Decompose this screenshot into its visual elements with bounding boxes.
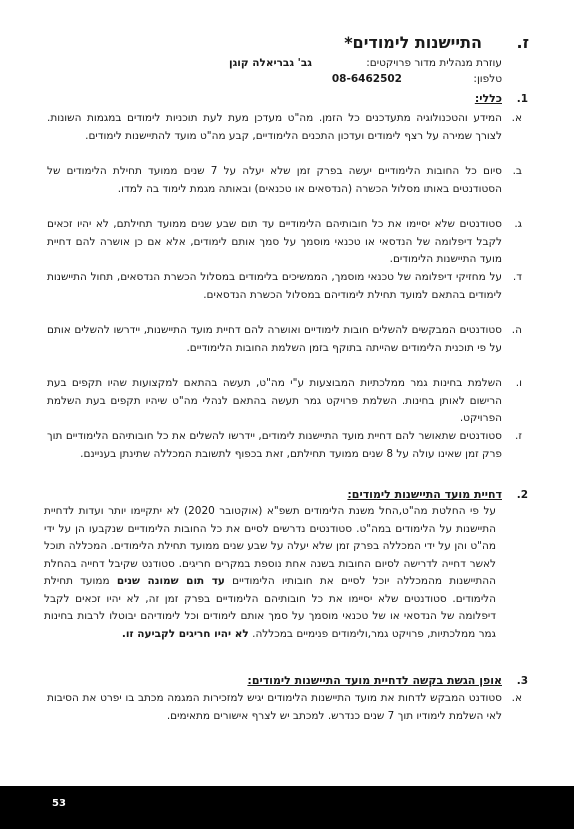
- phone-number: 08-6462502: [331, 73, 402, 85]
- paragraph-text: על פי החלטת מה"ט,החל משנת הלימודים תשפ"א (אוקטובר 2020) לא יתקיימו יותר ועדות לדחיית התיישנות על הלימודים במה"ט. סטודנטים נדרשים לסיים את כל החובות הלימודיים שנקבעו הן על ידי מה"ט והן על ידי המכללה בפרק זמן שלא יעלה על שבע שנים ממועד תחילת הלימודים. המכללה תוכל לאשר דחייה לדרישה לסיום החובות בשנה אחת נוספת במקרים חריגים. סטודנט שקיבל דחייה בהחלת ההתיישנות מהמכללה יוכל לסיים את חובותיו הלימודיים: [44, 505, 497, 587]
- paragraph-emphasis: לא יהיו חריגים לקביעה זו.: [121, 627, 249, 640]
- list-marker: ג.: [514, 218, 522, 230]
- list-marker: ז.: [515, 430, 522, 442]
- section-3-number: 3.: [516, 675, 528, 687]
- list-item: [47, 269, 522, 304]
- list-item: [47, 216, 522, 269]
- list-marker: א.: [511, 112, 522, 124]
- list-item-text: השלמת בחינות גמר ממלכתיות המבוצעות ע"י מה"ט, תעשה בהתאם למקצועות שהיו תקפים בעת הרישום לאותן בחינות. השלמת פרויקט גמר תעשה בהתאם לנהלי מה"ט שיהיו תקפים בעת השלמת הפרויקט.: [47, 377, 502, 424]
- list-item: [47, 322, 522, 357]
- list-item: [47, 690, 522, 725]
- list-marker: ד.: [512, 271, 522, 283]
- section-1-number: 1.: [516, 93, 528, 105]
- list-marker: ב.: [512, 165, 522, 177]
- list-item: [47, 110, 522, 145]
- list-item-text: המידע והטכנולוגיה מתעדכנים כל הזמן. מה"ט מעדכן מעת לעת תוכניות לימודים במגמות השונות. לצורך שמירה על רצף לימודים ועדכון התכנים הלימודיים, קבע מה"ט מועד להתיישנות לימודים.: [47, 112, 502, 142]
- manager-name: גב' גבריאלה קוגן: [229, 57, 312, 69]
- list-item-text: סטודנטים המבקשים להשלים חובות לימודיים ואושרה להם דחיית מועד התיישנות, יידרשו להשלים אותם על פי תוכנית הלימודים שהייתה בתוקף בזמן השלמת החובות הלימודיים.: [47, 324, 502, 354]
- paragraph-emphasis: עד תום שמונה שנים: [116, 575, 225, 587]
- list-item-text: סטודנט המבקש לדחות את מועד התיישנות הלימודים יגיש למזכירות המגמה מכתב בו יפרט את הסיבות לאי השלמת לימודיו תוך 7 שנים כנדרש. למכתב יש לצרף אישורים מתאימים.: [47, 692, 502, 722]
- section-2-paragraph: [44, 503, 496, 643]
- page-number: 53: [52, 798, 66, 809]
- list-item-text: סטודנטים שתאושר להם דחיית מועד התיישנות לימודים, יידרשו להשלים את כל חובותיהם הלימודיים תוך פרק זמן שאינו עולה על 8 שנים ממועד תחילתם, זאת בכפוף לתשובת המכללה שתינתן בעניינם.: [47, 430, 502, 460]
- chapter-number: ז.: [516, 33, 529, 52]
- phone-label: טלפון:: [473, 73, 502, 85]
- list-item: [47, 375, 522, 428]
- section-2-title: דחיית מועד התיישנות לימודים:: [347, 488, 502, 501]
- list-marker: ה.: [511, 324, 522, 336]
- list-item: [47, 428, 522, 463]
- section-1-title: כללי:: [474, 92, 502, 105]
- section-3-title: אופן הגשת בקשה לדחיית מועד התיישנות לימודים:: [247, 674, 502, 687]
- page-footer: [0, 786, 574, 829]
- list-marker: א.: [511, 692, 522, 704]
- section-2-number: 2.: [516, 489, 528, 501]
- list-marker: ו.: [515, 377, 522, 389]
- list-item-text: סיום כל החובות הלימודיים יעשה בפרק זמן שלא יעלה על 7 שנים ממועד תחילת הלימודים של הסטודנטים באותו מסלול הכשרה (הנדסאים או טכנאים) ובאותה מגמת לימוד בה למדו.: [47, 165, 502, 195]
- list-item: [47, 163, 522, 198]
- manager-label: עוזרת מנהלית מדור פרויקטים:: [366, 57, 502, 69]
- paragraph-text: ממועד תחילת הלימודים. סטודנטים שלא יסיימו את כל חובותיהם הלימודיים בפרק זמן זה, לא יהיו זכאים לקבל דיפלומה של הנדסאי או של טכנאי מוסמך על סמך אותם לימודים וכל לימודיהם יבוטלו לרבות בחינות גמר ממלכתיות, פרויקט גמר,ולימודים פנימיים במכללה.: [44, 575, 496, 640]
- list-item-text: על מחזיקי דיפלומה של טכנאי מוסמך, הממשיכים בלימודים במסלול הכשרת הנדסאים, תחול התיישנות לימודים בהתאם למועד תחילת לימודיהם במסלול הכשרת הנדסאים.: [47, 271, 502, 301]
- list-item-text: סטודנטים שלא יסיימו את כל חובותיהם הלימודיים עד תום שבע שנים ממועד תחילתם, לא יהיו זכאים לקבל דיפלומה של הנדסאי או טכנאי מוסמך על סמך אותם לימודים, אלא אם כן אושרה להם דחיית מועד התיישנות הלימודים.: [47, 218, 502, 265]
- chapter-title: התיישנות לימודים*: [344, 33, 482, 52]
